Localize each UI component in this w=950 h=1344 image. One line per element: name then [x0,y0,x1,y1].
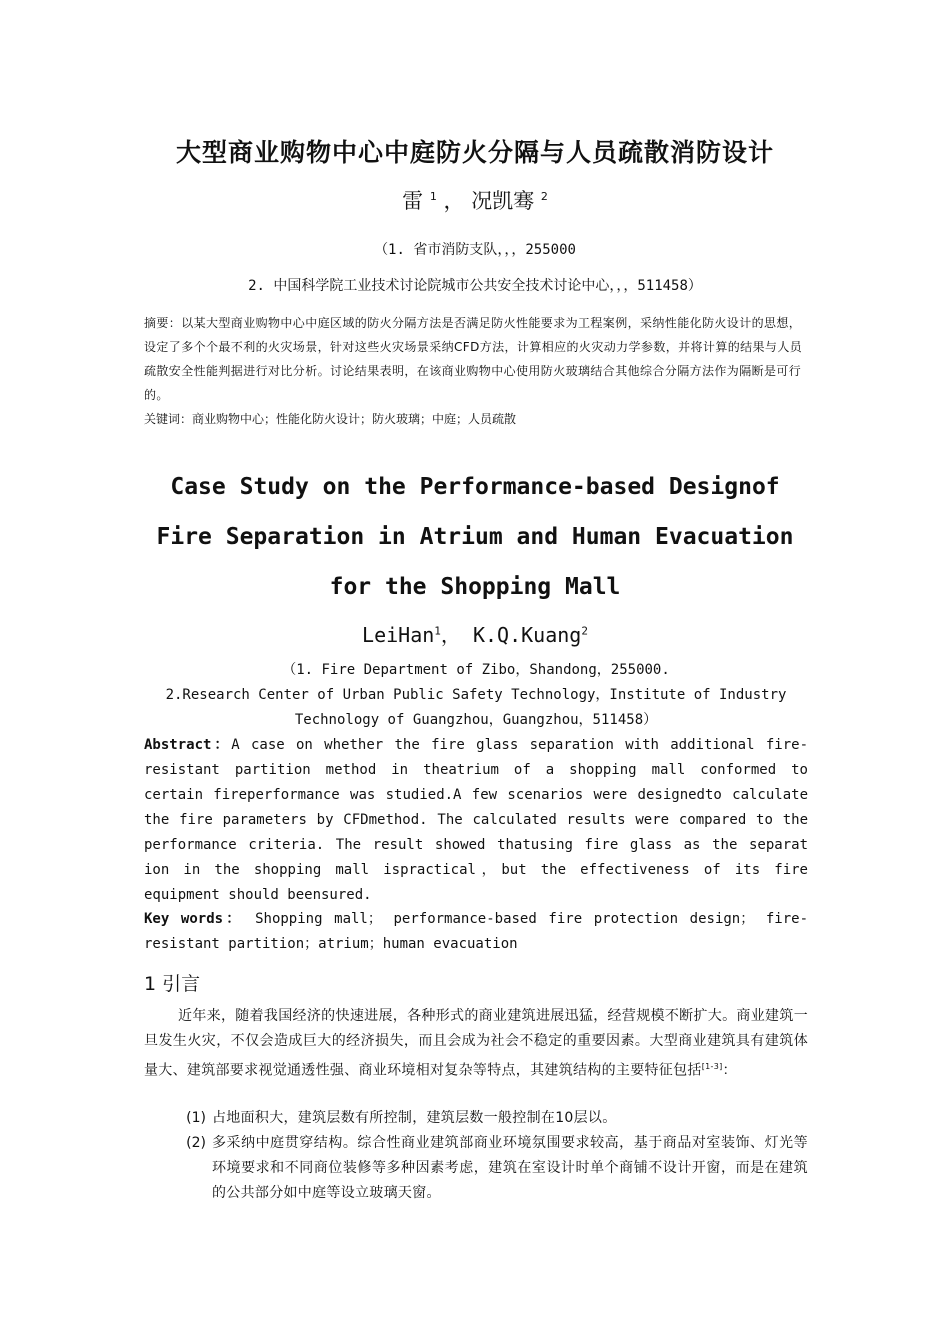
chinese-affiliation-1: （1. 省市消防支队，，，255000 [374,242,576,258]
en-author-2: K.Q.Kuang [472,623,582,647]
english-title: Case Study on the Performance-based Designof Fire Separation in Atrium and Human Evacuation for the Shopping Mall [156,474,794,600]
intro-text: 近年来，随着我国经济的快速进展，各种形式的商业建筑进展迅猛，经营规模不断扩大。商业建筑一旦发生火灾，不仅会造成巨大的经济损失，而且会成为社会不稳定的重要因素。大型商业建筑具有建筑体量大、建筑部要求视觉通透性强、商业环境相对复杂等特点，其建筑结构的主要特征包括 [144,1008,808,1079]
list-item-number: (1) [186,1110,206,1126]
chinese-affiliation-2: 2. 中国科学院工业技术讨论院城市公共安全技术讨论中心，，，511458） [248,278,702,294]
list-item-number: (2) [186,1135,206,1151]
abstract-text: A case on whether the fire glass separation with additional fire-resistant partition method in theatrium of a shopping mall conformed to certain fireperformance was studied.A few scenarios were designedto calculate the fire parameters by CFDmethod. The calculated results were compared to the performance criteria. The result showed thatusing fire glass as the separat ion in the shopping mall ispractical，but the effectiveness of its fire equipment should beensured. [144,737,808,903]
english-affiliations [144,658,808,733]
english-affiliation-1: （1. Fire Department of Zibo，Shandong，255000. [282,662,670,678]
section-heading: 1 引言 [144,973,201,995]
en-author-2-marker: 2 [581,624,588,638]
author-1-marker: 1 [429,190,437,203]
english-authors [0,619,950,648]
chinese-abstract: 摘要：以某大型商业购物中心中庭区域的防火分隔方法是否满足防火性能要求为工程案例，采纳性能化防火设计的思想，设定了多个个最不利的火灾场景，针对这些火灾场景采纳CFD方法，计算相应的火灾动力学参数，并将计算的结果与人员疏散安全性能判据进行对比分析。讨论结果表明，在该商业购物中心使用防火玻璃结合其他综合分隔方法作为隔断是可行的。 [144,316,803,402]
english-abstract [144,733,808,908]
keywords-text: Shopping mall； performance-based fire protection design； fire-resistant partition；atrium；human evacuation [144,911,808,952]
chinese-title: 大型商业购物中心中庭防火分隔与人员疏散消防设计 [175,138,774,167]
list-item-text: 多采纳中庭贯穿结构。综合性商业建筑部商业环境氛围要求较高，基于商品对室装饰、灯光等环境要求和不同商位装修等多种因素考虑，建筑在室设计时单个商铺不设计开窗，而是在建筑的公共部分如中庭等设立玻璃天窗。 [212,1135,808,1201]
intro-text-end: ： [722,1062,737,1079]
keywords-label: Key words： [144,911,244,927]
intro-paragraph [144,1004,808,1084]
author-2-marker: 2 [540,190,548,203]
en-author-1: LeiHan [362,623,435,647]
en-author-1-marker: 1 [434,624,441,638]
chinese-keywords: 关键词：商业购物中心；性能化防火设计；防火玻璃；中庭；人员疏散 [144,412,517,426]
chinese-authors [0,185,950,215]
list-item [144,1131,808,1206]
author-1: 雷 [402,189,424,213]
en-author-separator: ， [440,623,461,647]
english-affiliation-2: 2.Research Center of Urban Public Safety Technology，Institute of Industry Technology of Guangzhou，Guangzhou，511458） [165,687,787,728]
list-item-text: 占地面积大，建筑层数有所控制，建筑层数一般控制在10层以。 [212,1110,617,1126]
abstract-label: Abstract： [144,737,232,753]
author-separator: ， [443,189,465,213]
english-keywords [144,907,808,957]
list-item [144,1106,808,1131]
author-2: 况凯骞 [471,189,535,213]
citation-marker: [1-3] [701,1062,723,1071]
